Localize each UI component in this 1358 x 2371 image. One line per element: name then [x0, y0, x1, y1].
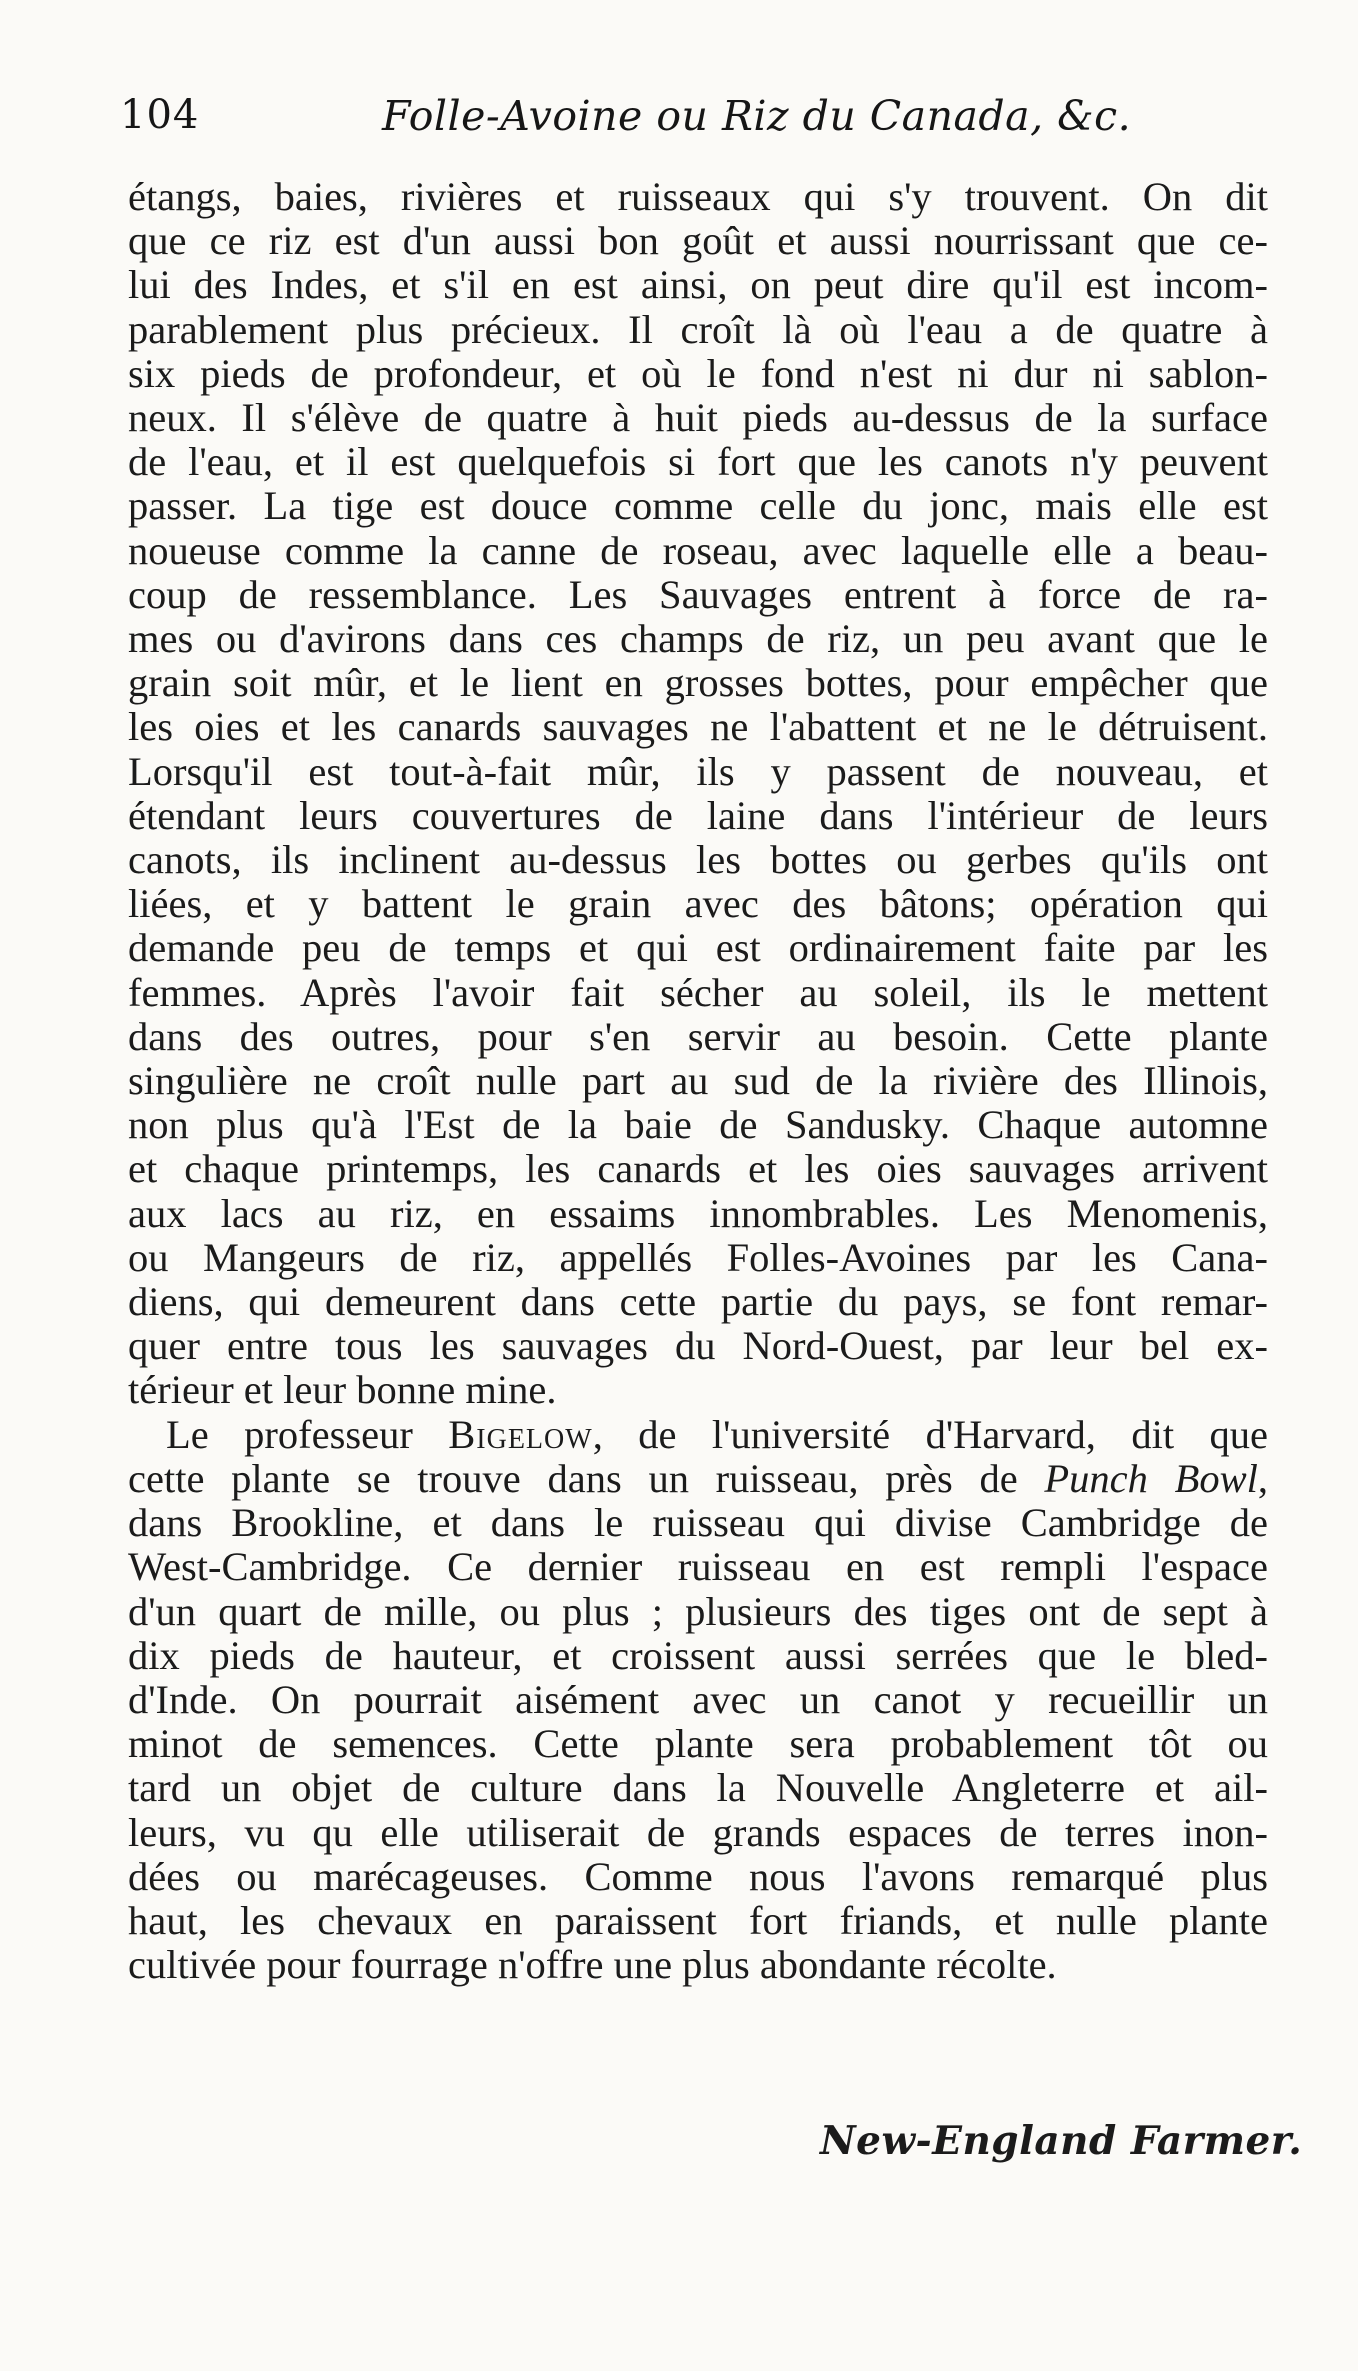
text-line: lui des Indes, et s'il en est ainsi, on peut dire qu'il est incom- [128, 262, 1268, 308]
text-line: non plus qu'à l'Est de la baie de Sandusky. Chaque automne [128, 1102, 1268, 1148]
text-line: tard un objet de culture dans la Nouvelle Angleterre et ail- [128, 1765, 1268, 1811]
text-line: parablement plus précieux. Il croît là où l'eau a de quatre à [128, 306, 1268, 352]
text-line: les oies et les canards sauvages ne l'abattent et ne le détruisent. [128, 704, 1268, 750]
text-line: coup de ressemblance. Les Sauvages entrent à force de ra- [128, 571, 1268, 617]
body-text [128, 175, 1268, 1987]
text-line: étangs, baies, rivières et ruisseaux qui s'y trouvent. On dit [128, 174, 1268, 219]
text-line: demande peu de temps et qui est ordinairement faite par les [128, 925, 1268, 971]
text-line: six pieds de profondeur, et où le fond n'est ni dur ni sablon- [128, 350, 1268, 396]
text-line: mes ou d'avirons dans ces champs de riz, un peu avant que le [128, 616, 1268, 662]
text-line: dans Brookline, et dans le ruisseau qui divise Cambridge de [128, 1500, 1268, 1546]
text-fragment: , [1257, 1455, 1268, 1501]
signature: New-England Farmer. [820, 2118, 1303, 2164]
text-line: femmes. Après l'avoir fait sécher au soleil, ils le mettent [128, 969, 1268, 1015]
text-line: passer. La tige est douce comme celle du jonc, mais elle est [128, 483, 1268, 529]
text-line: aux lacs au riz, en essaims innombrables. Les Menomenis, [128, 1190, 1268, 1236]
text-line: et chaque printemps, les canards et les oies sauvages arrivent [128, 1146, 1268, 1192]
text-line: dées ou marécageuses. Comme nous l'avons remarqué plus [128, 1853, 1268, 1899]
text-line: ou Mangeurs de riz, appellés Folles-Avoines par les Cana- [128, 1234, 1268, 1280]
text-line: de l'eau, et il est quelquefois si fort que les canots n'y peuvent [128, 439, 1268, 485]
running-head: Folle-Avoine ou Riz du Canada, &c. [382, 92, 1132, 140]
text-line [128, 1457, 1268, 1501]
text-line: Lorsqu'il est tout-à-fait mûr, ils y passent de nouveau, et [128, 748, 1268, 794]
text-line: neux. Il s'élève de quatre à huit pieds au-dessus de la surface [128, 395, 1268, 441]
text-line: cultivée pour fourrage n'offre une plus abondante récolte. [128, 1942, 1057, 1988]
text-line: étendant leurs couvertures de laine dans l'intérieur de leurs [128, 792, 1268, 838]
text-line: leurs, vu qu elle utiliserait de grands espaces de terres inon- [128, 1809, 1268, 1855]
text-line: dans des outres, pour s'en servir au besoin. Cette plante [128, 1013, 1268, 1059]
text-line: d'un quart de mille, ou plus ; plusieurs des tiges ont de sept à [128, 1588, 1268, 1634]
text-line: que ce riz est d'un aussi bon goût et aussi nourrissant que ce- [128, 218, 1268, 264]
text-fragment: Le professeur [166, 1411, 449, 1457]
page-header [120, 92, 1240, 152]
text-line: noueuse comme la canne de roseau, avec laquelle elle a beau- [128, 527, 1268, 573]
text-line: canots, ils inclinent au-dessus les bottes ou gerbes qu'ils ont [128, 837, 1268, 883]
text-line: singulière ne croît nulle part au sud de la rivière des Illinois, [128, 1058, 1268, 1104]
text-line: minot de semences. Cette plante sera probablement tôt ou [128, 1721, 1268, 1767]
text-line: d'Inde. On pourrait aisément avec un canot y recueillir un [128, 1676, 1268, 1722]
text-line: grain soit mûr, et le lient en grosses bottes, pour empêcher que [128, 660, 1268, 706]
text-line: térieur et leur bonne mine. [128, 1367, 557, 1413]
text-line: dix pieds de hauteur, et croissent aussi serrées que le bled- [128, 1632, 1268, 1678]
text-fragment: , de l'université d'Harvard, dit que [592, 1411, 1269, 1457]
author-name: Bigelow [448, 1411, 593, 1457]
text-line: liées, et y battent le grain avec des bâtons; opération qui [128, 881, 1268, 927]
text-line: diens, qui demeurent dans cette partie du pays, se font remar- [128, 1279, 1268, 1325]
page-number: 104 [120, 92, 200, 138]
text-fragment: cette plante se trouve dans un ruisseau, près de [128, 1455, 1045, 1501]
text-line [128, 1413, 1268, 1457]
text-line: haut, les chevaux en paraissent fort friands, et nulle plante [128, 1897, 1268, 1943]
text-line: West-Cambridge. Ce dernier ruisseau en est rempli l'espace [128, 1544, 1268, 1590]
text-line: quer entre tous les sauvages du Nord-Ouest, par leur bel ex- [128, 1323, 1268, 1369]
place-name: Punch Bowl [1044, 1455, 1258, 1501]
